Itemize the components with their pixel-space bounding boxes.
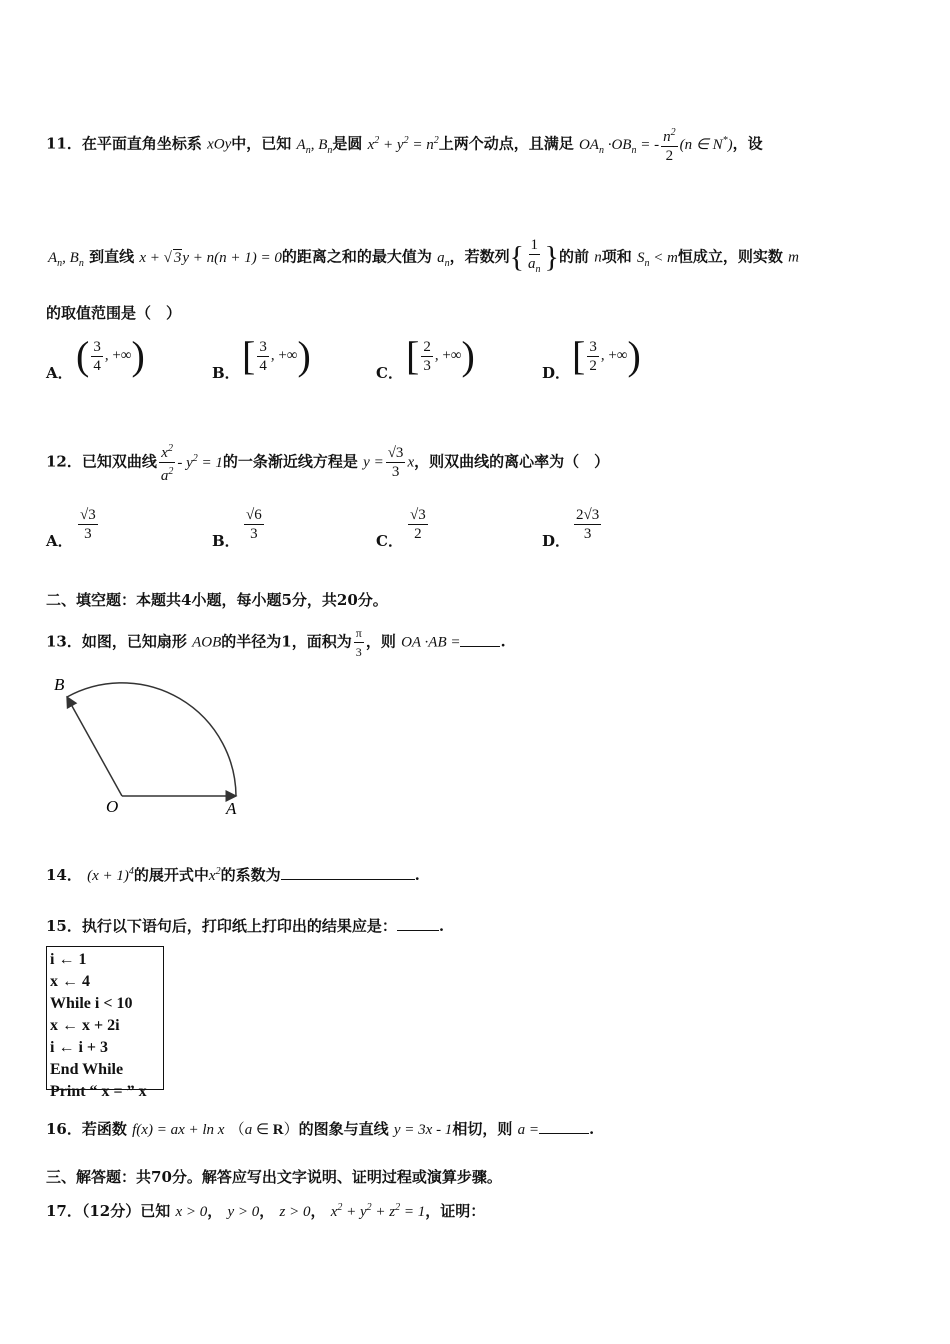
q11-dot-product: $OA_n \cdot OB_n$ = - [578,136,660,156]
option-denominator: 3 [250,526,258,542]
q17-conditions: x > 0 [175,1204,208,1220]
q11-line1 [46,124,763,165]
q17-text-2: ，证明： [425,1202,486,1220]
q14-answer-blank[interactable] [281,865,415,880]
q14-binomial: $(x + 1)^4$ [87,866,134,884]
option-numerator: 2√3 [576,507,600,523]
option-fraction [574,506,601,543]
q14-text-2: 的系数为 [220,866,281,884]
q12-asymptote-lhs: y = [363,454,384,471]
code-line: While i < 10 [50,995,133,1012]
option-fraction [587,338,599,375]
q11-line2-text-3: ，若数列 [449,247,510,266]
q13-end: . [500,632,506,651]
option-fraction [257,338,269,375]
option-denominator: 3 [583,526,592,542]
option-infinity: , +∞ [104,347,132,364]
q11-sn-ineq: $S_n < m$ [636,249,678,269]
q11-sequence: $\frac{1}{a_n}$ [528,237,541,275]
option-infinity: , +∞ [270,347,298,364]
q12-option-label: D． [542,532,571,550]
q12-option-label: C． [376,532,403,550]
q12-text-2: 的一条渐近线方程是 [222,452,358,471]
q16-text-2: 的图象与直线 [298,1120,389,1138]
option-infinity: , +∞ [600,347,628,364]
q11-option-value [76,333,145,378]
q17-text-1: （12分）已知 [81,1202,171,1220]
q16-answer-blank[interactable] [539,1119,589,1134]
sector-figure [50,672,250,822]
q14-term: $x^2$ [208,866,221,884]
code-line: i ← 1 [50,951,87,968]
q17-cond-y: y > 0 [227,1204,260,1220]
q12-option-value [76,506,100,543]
q13-text-1: 如图，已知扇形 [81,632,187,651]
q14-end: . [414,866,420,884]
option-fraction [421,338,433,375]
q12-hyperbola-frac: $\frac{x^2}{a^2}$ [159,440,176,485]
label-o: O [106,797,119,816]
q13-answer-blank[interactable] [460,632,500,647]
option-fraction [244,506,264,543]
q17-cond-z: z > 0 [279,1204,311,1220]
q15-line [46,915,444,936]
q17-number: 17． [46,1202,82,1220]
q11-line2-text-2: 的距离之和的最大值为 [281,247,432,266]
section-3-heading: 三、解答题：共70分。解答应写出文字说明、证明过程或演算步骤。 [46,1168,502,1186]
option-denominator: 3 [423,357,431,374]
q13-line [46,624,506,661]
option-fraction [91,338,103,375]
option-infinity: , +∞ [434,347,462,364]
option-denominator: 4 [93,357,101,374]
q15-number: 15． [46,917,82,935]
q11-option-label: B． [212,364,240,382]
q15-text: 执行以下语句后，打印纸上打印出的结果应是： [81,917,397,935]
q13-text-3: ，则 [365,632,396,651]
option-numerator: 2 [423,338,431,355]
option-open-bracket: [ [242,333,256,378]
q16-line [46,1118,594,1139]
q13-number: 13． [46,632,82,651]
q11-n: n [594,249,602,266]
q14-line [46,864,420,885]
q11-line2-text-4: 的前 [558,247,589,266]
q12-asymptote-frac: $\frac{√3}{3}$ [387,445,404,480]
q13-area: $\frac{\pi}{3}$ [355,626,362,659]
q11-points-2: $A_n$, $B_n$ [48,249,84,269]
section-2-heading: 二、填空题：本题共4小题，每小题5分，共20分。 [46,591,388,609]
q14-number: 14． [46,866,82,884]
q11-circle-eq: $x^2 + y^2 = n^2$ [367,134,439,153]
option-numerator: 3 [589,338,597,355]
q17-cond-sum: $x^2 + y^2 + z^2 = 1$ [330,1202,426,1220]
q11-text-3: 是圆 [332,134,363,153]
option-numerator: √3 [410,507,426,523]
q12-text-1: 已知双曲线 [81,452,157,471]
code-line: i ← i + 3 [50,1039,109,1056]
option-close-bracket: ) [627,333,641,378]
q16-text-3: 相切，则 [452,1120,513,1138]
q14-text-1: 的展开式中 [133,866,209,884]
q12-option-value [572,506,603,543]
option-open-bracket: ( [76,333,90,378]
option-fraction [78,506,98,543]
option-close-bracket: ) [131,333,145,378]
option-denominator: 2 [414,526,422,542]
q16-end: . [588,1120,595,1138]
q12-number: 12． [46,452,82,471]
code-line: Print “ x = ” x [50,1083,147,1100]
option-open-bracket: [ [406,333,420,378]
q11-points: $A_n$, $B_n$ [296,136,333,156]
q12-option-label: A． [46,532,73,550]
q11-option-value [572,333,641,378]
code-line: x ← x + 2i [50,1017,120,1034]
q16-a: a = [517,1122,539,1138]
q11-line-eq: x + √ 3y + n(n + 1) = 0 [139,249,282,266]
option-numerator: 3 [259,338,267,355]
q13-expr: OA ·AB = [401,634,461,651]
q11-condition: (n ∈ N*) [679,134,733,153]
q11-line2-text-6: 恒成立，则实数 [677,247,783,266]
q11-line2: $A_n$, $B_n$ 到直线 x + √ 3y + n(n + 1) = 0的距离之和的最大值为 $a_n$，若数列{ $\frac{1}{a_n}$ }的前 n项和 $S_n < m$恒成立，则实数 m [48,236,799,279]
segment-ob [67,697,122,796]
q16-number: 16． [46,1120,82,1138]
option-numerator: √6 [246,507,262,523]
q11-text-1: 在平面直角坐标系 [81,134,202,153]
arc-ab [67,683,236,796]
option-denominator: 2 [589,357,597,374]
option-fraction [408,506,428,543]
option-numerator: 3 [93,338,101,355]
q15-answer-blank[interactable] [397,916,439,931]
q16-domain: （a ∈ R） [229,1122,299,1138]
code-box [46,946,164,1100]
q11-option-label: A． [46,364,73,382]
option-close-bracket: ) [297,333,311,378]
q12-hyperbola-rest: - $y^2 = 1$ [177,452,223,471]
q11-option-value [406,333,475,378]
q13-sector: AOB [192,634,222,651]
q12-option-value [242,506,266,543]
q12-line [46,440,609,485]
q16-text-1: 若函数 [81,1120,127,1138]
q12-asymptote-x: x [407,454,415,471]
q16-line-eq: y = 3x - 1 [393,1122,453,1138]
q11-option-value [242,333,311,378]
q11-text-2: 中，已知 [231,134,292,153]
q11-line2-text-5: 项和 [601,247,632,266]
q16-function: f(x) = ax + ln x [132,1122,225,1138]
label-a: A [226,799,237,818]
q17-line: 17．（12分）已知 x > 0， y > 0， z > 0， $x^2 + y^2 + z^2 = 1$，证明： [46,1202,486,1220]
q11-line2-text-1: 到直线 [89,247,135,266]
option-numerator: √3 [80,507,96,523]
q11-text-4: 上两个动点，且满足 [438,134,574,153]
option-denominator: 3 [84,526,92,542]
option-open-bracket: [ [572,333,586,378]
q11-an: $a_n$ [437,249,450,269]
q11-fraction: $\frac{n^2}{2}$ [661,124,678,165]
q11-option-label: D． [542,364,571,382]
q11-line3: 的取值范围是（ ） [46,304,182,322]
q11-coord-system: xOy [207,136,232,153]
q12-text-3: ，则双曲线的离心率为（ ） [414,452,610,471]
q15-end: . [438,917,445,935]
option-denominator: 4 [259,357,267,374]
q12-option-value [406,506,430,543]
q11-option-label: C． [376,364,403,382]
option-close-bracket: ) [461,333,475,378]
code-line: x ← 4 [50,973,90,990]
label-b: B [54,675,65,694]
q13-text-2: 的半径为1，面积为 [221,632,352,651]
q11-m: m [788,249,799,266]
q12-option-label: B． [212,532,240,550]
code-line: End While [50,1061,124,1078]
q11-text-5: ，设 [732,134,763,153]
q11-number: 11． [46,134,82,153]
